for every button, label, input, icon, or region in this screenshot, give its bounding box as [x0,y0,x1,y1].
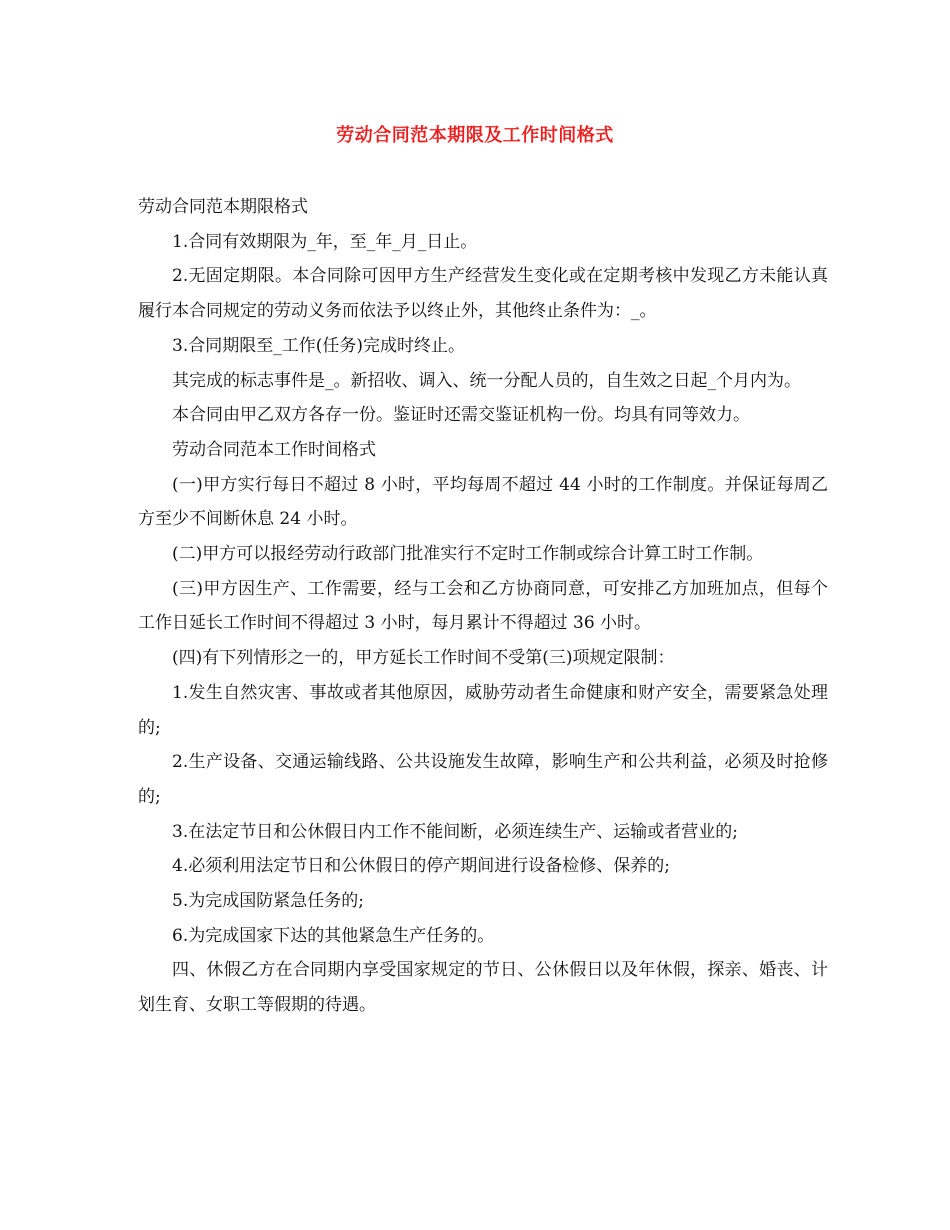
list-item: 4.必须利用法定节日和公休假日的停产期间进行设备检修、保养的; [172,856,670,877]
list-item: 2.生产设备、交通运输线路、公共设施发生故障，影响生产和公共利益，必须及时抢修的; [138,752,828,807]
paragraph: (三)甲方因生产、工作需要，经与工会和乙方协商同意，可安排乙方加班加点，但每个工作日延长工作时间不得超过 3 小时，每月累计不得超过 36 小时。 [138,578,828,634]
list-item: 5.为完成国防紧急任务的; [172,891,364,912]
section-heading-term: 劳动合同范本期限格式 [138,197,308,217]
section-heading-worktime: 劳动合同范本工作时间格式 [172,439,376,460]
paragraph: (二)甲方可以报经劳动行政部门批准实行不定时工作制或综合计算工时工作制。 [172,544,764,565]
list-item: 3.在法定节日和公休假日内工作不能间断，必须连续生产、运输或者营业的; [172,821,738,842]
paragraph: 1.合同有效期限为_年，至_年_月_日止。 [172,231,478,252]
paragraph: 2.无固定期限。本合同除可因甲方生产经营发生变化或在定期考核中发现乙方未能认真履行本合同规定的劳动义务而依法予以终止外，其他终止条件为：_。 [138,266,828,322]
document-title: 劳动合同范本期限及工作时间格式 [336,125,614,146]
document-body [138,190,828,1023]
list-item: 6.为完成国家下达的其他紧急生产任务的。 [172,925,495,946]
paragraph: 其完成的标志事件是_。新招收、调入、统一分配人员的，自生效之日起_个月内为。 [172,370,801,391]
paragraph: (四)有下列情形之一的，甲方延长工作时间不受第(三)项规定限制： [172,648,675,669]
paragraph: 本合同由甲乙双方各存一份。鉴证时还需交鉴证机构一份。均具有同等效力。 [172,405,750,426]
paragraph: 四、休假乙方在合同期内享受国家规定的节日、公休假日以及年休假，探亲、婚丧、计划生育、女职工等假期的待遇。 [138,960,828,1016]
paragraph: (一)甲方实行每日不超过 8 小时，平均每周不超过 44 小时的工作制度。并保证每周乙方至少不间断休息 24 小时。 [138,474,828,530]
paragraph: 3.合同期限至_工作(任务)完成时终止。 [172,335,465,356]
list-item: 1.发生自然灾害、事故或者其他原因，威胁劳动者生命健康和财产安全，需要紧急处理的; [138,682,828,738]
